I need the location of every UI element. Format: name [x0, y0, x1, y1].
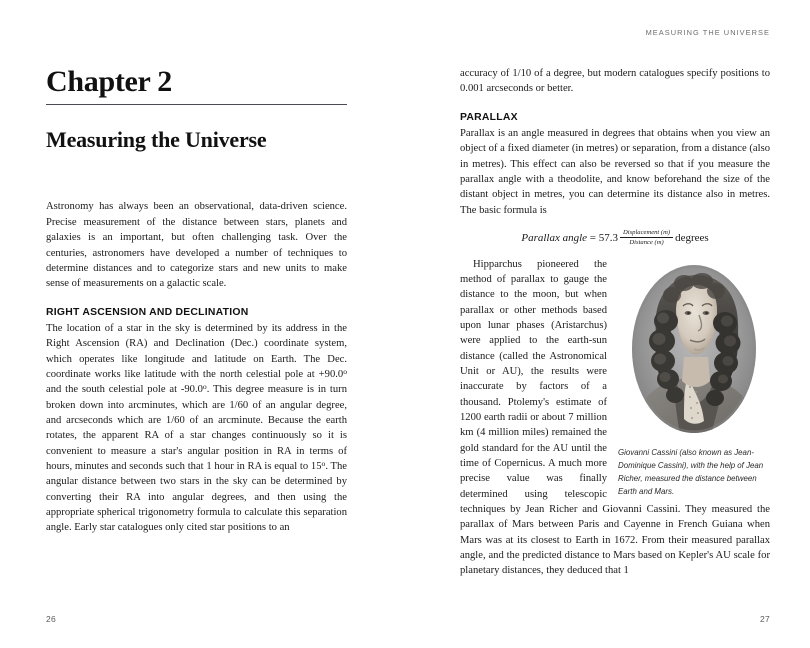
intro-paragraph: Astronomy has always been an observational, data-driven science. Precise measurement of the distance between stars, planets and galaxies is an important, but often challenging task. Over the centuries, astronomers have developed a number of techniques to determine distances and to categorize stars and new units to make sense of measurements on a galactic scale. — [46, 201, 347, 290]
formula-fraction — [620, 229, 673, 247]
formula-denominator: Distance (m) — [629, 238, 664, 246]
right-column-body — [460, 0, 770, 579]
page-number-right: 27 — [759, 614, 770, 624]
ra-text-d: . The angular distance between two stars in the sky can be determined by converting their RA into angular degrees, and then using the appropriate spherical trigonometry formula to calculate this separation angle. Early star catalogues only cited star positions to an — [46, 460, 348, 534]
section-heading-right-ascension: RIGHT ASCENSION AND DECLINATION — [46, 306, 249, 318]
portrait-engraving-svg — [618, 261, 770, 437]
chapter-title: Measuring the Universe — [46, 127, 267, 153]
degree-symbol-ra: o — [321, 458, 326, 468]
page-right — [405, 0, 810, 648]
chapter-number: Chapter 2 — [46, 65, 172, 98]
section-heading-parallax: PARALLAX — [460, 111, 518, 123]
left-column-body — [46, 153, 347, 535]
formula-coefficient: 57.3 — [598, 231, 618, 244]
hipparchus-paragraph: Hipparchus pioneered the method of parallax to gauge the distance to the moon, but when parallax or other methods based upon lunar phases (Aristarchus) were applied to the earth-sun distance (called the Astronomical Unit or AU), the results were inaccurate by factors of a thousand. Ptolemy's estimate of 1200 earth radii or about 7 million km (4 million miles) remained the gold standard for the AU until the time of Copernicus. A much more precise value was finally determined using telescopic techniques by Jean Richer and Giovanni Cassini. They measured the parallax of Mars between Paris and Cayenne in French Guiana when Mars was at its closest to Earth in 1672. From their measured parallax angle, and the predicted distance to Mars based on Kepler's AU scale for planetary distances, they deduced that 1 — [460, 258, 770, 577]
parallax-formula — [460, 229, 770, 247]
page-number-left: 26 — [46, 614, 57, 624]
portrait-giovanni-cassini — [618, 261, 770, 437]
figure-cassini — [618, 261, 770, 499]
degree-symbol-north: o — [343, 366, 347, 376]
formula-lhs: Parallax angle — [521, 231, 588, 244]
ra-text-c: . This degree measure is in turn broken down into arcminutes, which are 1/60 of an angular degree, and arcseconds which are 1/60 of an arcminute. Because the earth rotates, the apparent RA of a star changes continuously so it is convenient to measure a star's angular position in RA in terms of hours, minutes and seconds such that 1 hour in RA is equal to 15 — [46, 384, 347, 472]
ra-text-a: The location of a star in the sky is determined by its address in the Right Ascension (RA) and Declination (Dec.) coordinate system, which operates like longitude and latitude on Earth. The Dec. coordinate works like latitude with the north celestial pole at +90.0 — [46, 322, 347, 380]
formula-equals: = — [589, 231, 596, 244]
chapter-rule — [46, 104, 347, 106]
degree-symbol-south: o — [202, 382, 207, 392]
continued-paragraph: accuracy of 1/10 of a degree, but modern catalogues specify positions to 0.001 arcseconds or better. — [460, 68, 770, 95]
chapter-opener — [46, 0, 347, 153]
right-ascension-paragraph — [46, 321, 347, 536]
formula-equals-wrap — [587, 232, 599, 244]
formula-numerator: Displacement (m) — [620, 229, 673, 239]
ra-text-b: and the south celestial pole at -90.0 — [46, 384, 203, 396]
parallax-paragraph: Parallax is an angle measured in degrees that obtains when you view an object of a fixed diameter (in metres) or separation, from a distance (also in metres). This effect can also be reversed so that if you measure the parallax angle with a theodolite, and know beforehand the size of the distant object in metres, you can determine its distance also in metres. The basic formula is — [460, 128, 770, 216]
formula-units: degrees — [675, 231, 709, 244]
figure-caption: Giovanni Cassini (also known as Jean-Dominique Cassini), with the help of Jean Richer, measured the distance between Earth and Mars. — [618, 447, 764, 497]
running-header: MEASURING THE UNIVERSE — [645, 28, 770, 37]
